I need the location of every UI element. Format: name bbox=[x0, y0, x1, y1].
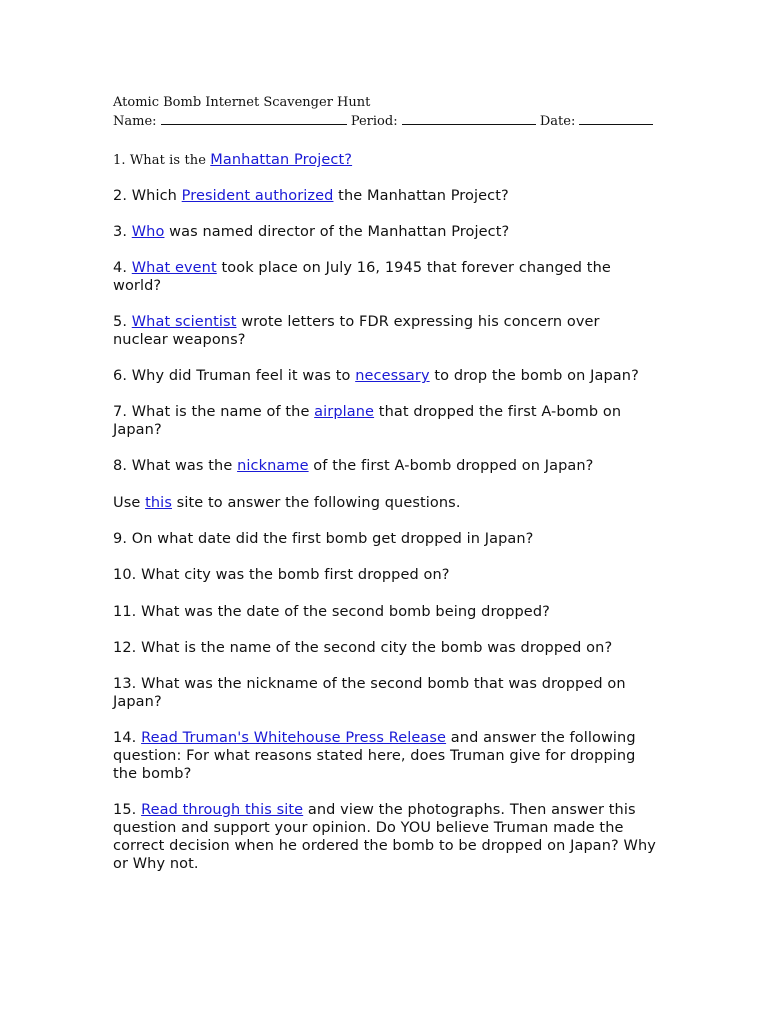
question-text: to drop the bomb on Japan? bbox=[429, 368, 639, 384]
question-text: and answer the following question: For what reasons stated here, does Truman give for dropping the bomb? bbox=[113, 730, 636, 782]
question-text: 7. What is the name of the bbox=[113, 404, 315, 420]
question-text: 2. Which bbox=[113, 188, 182, 204]
name-label: Name: bbox=[113, 114, 157, 129]
link-who[interactable]: Who bbox=[131, 224, 165, 240]
question-text: 5. bbox=[113, 314, 132, 330]
link-airplane[interactable]: airplane bbox=[314, 404, 375, 420]
question-14 bbox=[113, 729, 658, 783]
question-7 bbox=[113, 403, 658, 439]
question-text: 8. What was the bbox=[113, 458, 238, 474]
instruction-line bbox=[113, 494, 658, 512]
question-3 bbox=[113, 223, 658, 241]
question-13: 13. What was the nickname of the second bomb that was dropped on Japan? bbox=[113, 676, 626, 710]
question-1 bbox=[113, 151, 658, 170]
worksheet-title: Atomic Bomb Internet Scavenger Hunt bbox=[113, 95, 371, 110]
link-nickname[interactable]: nickname bbox=[237, 458, 309, 474]
question-text: the Manhattan Project? bbox=[333, 188, 509, 204]
question-15 bbox=[113, 801, 658, 873]
question-9: 9. On what date did the first bomb get dropped in Japan? bbox=[113, 531, 534, 547]
question-text: took place on July 16, 1945 that forever changed the world? bbox=[113, 260, 611, 294]
question-12: 12. What is the name of the second city the bomb was dropped on? bbox=[113, 640, 613, 656]
link-this-site[interactable]: this bbox=[145, 495, 172, 511]
question-4 bbox=[113, 259, 658, 295]
question-text: 4. bbox=[113, 260, 132, 276]
instruction-text: site to answer the following questions. bbox=[171, 495, 461, 511]
question-text: was named director of the Manhattan Project? bbox=[164, 224, 510, 240]
question-5 bbox=[113, 313, 658, 349]
question-text: that dropped the first A-bomb on Japan? bbox=[113, 404, 622, 438]
question-text: and view the photographs. Then answer this question and support your opinion. Do YOU believe Truman made the correct decision when he ordered the bomb to be dropped on Japan? Why or Why not. bbox=[113, 802, 656, 872]
question-8 bbox=[113, 457, 658, 475]
question-text: 14. bbox=[113, 730, 142, 746]
question-text: 6. Why did Truman feel it was to bbox=[113, 368, 356, 384]
question-2 bbox=[113, 187, 658, 205]
question-6 bbox=[113, 367, 658, 385]
date-label: Date: bbox=[539, 114, 576, 129]
question-text: wrote letters to FDR expressing his concern over nuclear weapons? bbox=[113, 314, 600, 348]
question-text: 1. What is the bbox=[113, 153, 211, 168]
link-what-event[interactable]: What event bbox=[131, 260, 217, 276]
question-text: 15. bbox=[113, 802, 142, 818]
link-what-scientist[interactable]: What scientist bbox=[131, 314, 237, 330]
question-10: 10. What city was the bomb first dropped on? bbox=[113, 567, 450, 583]
question-11: 11. What was the date of the second bomb being dropped? bbox=[113, 604, 550, 620]
student-info-line bbox=[113, 112, 658, 131]
date-blank bbox=[579, 112, 653, 125]
question-text: of the first A-bomb dropped on Japan? bbox=[308, 458, 594, 474]
link-president-authorized[interactable]: President authorized bbox=[181, 188, 334, 204]
instruction-text: Use bbox=[113, 495, 146, 511]
link-read-through-site[interactable]: Read through this site bbox=[141, 802, 304, 818]
period-label: Period: bbox=[350, 114, 398, 129]
link-manhattan-project[interactable]: Manhattan Project? bbox=[210, 152, 353, 168]
question-text: 3. bbox=[113, 224, 132, 240]
link-truman-press-release[interactable]: Read Truman's Whitehouse Press Release bbox=[141, 730, 447, 746]
link-necessary[interactable]: necessary bbox=[355, 368, 430, 384]
period-blank bbox=[402, 112, 536, 125]
name-blank bbox=[161, 112, 347, 125]
worksheet bbox=[113, 93, 658, 873]
